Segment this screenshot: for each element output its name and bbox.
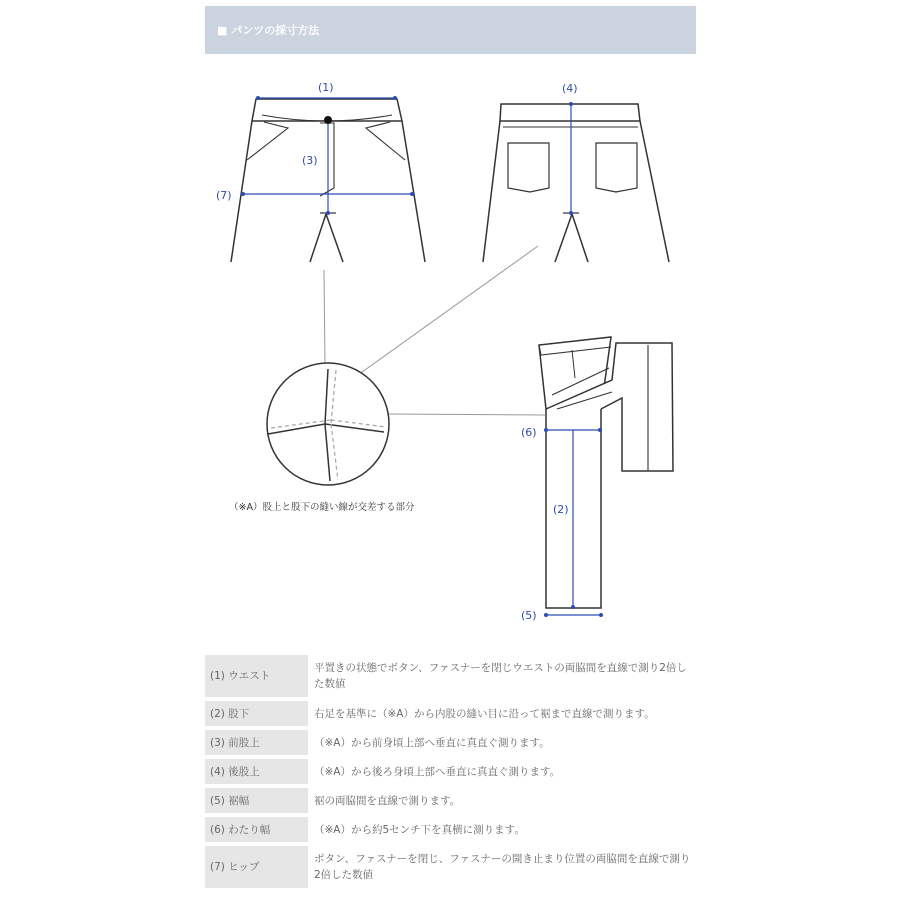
desc-cell: （※A）から前身頃上部へ垂直に真直ぐ測ります。 [314, 736, 550, 749]
diagram-caption: （※A）股上と股下の縫い線が交差する部分 [229, 502, 415, 513]
measure-label-7: (7) [216, 189, 232, 202]
measure-label-2: (2) [553, 503, 569, 516]
term-cell: (2) 股下 [205, 701, 308, 726]
table-row [205, 817, 696, 842]
desc-cell: （※A）から約5センチ下を真横に測ります。 [314, 823, 525, 836]
term-cell: (4) 後股上 [205, 759, 308, 784]
term-cell: (3) 前股上 [205, 730, 308, 755]
table-row [205, 788, 696, 813]
measure-label-4: (4) [562, 82, 578, 95]
term-cell: (7) ヒップ [205, 846, 308, 888]
zoom-detail-circle [267, 246, 545, 485]
measure-label-6: (6) [521, 426, 537, 439]
table-row [205, 759, 696, 784]
measure-label-3: (3) [302, 154, 318, 167]
desc-cell: （※A）から後ろ身頃上部へ垂直に真直ぐ測ります。 [314, 765, 561, 778]
table-row [205, 655, 696, 697]
desc-cell: 平置きの状態でボタン、ファスナーを閉じウエストの両脇間を直線で測り2倍した数値 [314, 662, 687, 690]
measure-label-5: (5) [521, 609, 537, 622]
table-row [205, 701, 696, 726]
measure-label-1: (1) [318, 81, 334, 94]
table-row [205, 846, 696, 888]
term-cell: (1) ウエスト [205, 655, 308, 697]
back-view-pants [483, 104, 669, 262]
desc-cell: 右足を基準に（※A）から内股の縫い目に沿って裾まで直線で測ります。 [314, 707, 655, 720]
term-cell: (5) 裾幅 [205, 788, 308, 813]
term-cell: (6) わたり幅 [205, 817, 308, 842]
table-row [205, 730, 696, 755]
desc-cell: ボタン、ファスナーを閉じ、ファスナーの開き止まり位置の両脇間を直線で測り2倍した数値 [314, 853, 691, 881]
leg-view-pants [539, 337, 673, 608]
desc-cell: 裾の両脇間を直線で測ります。 [314, 794, 461, 807]
measurement-table [205, 651, 696, 892]
section-title: ■ パンツの採寸方法 [217, 24, 320, 37]
